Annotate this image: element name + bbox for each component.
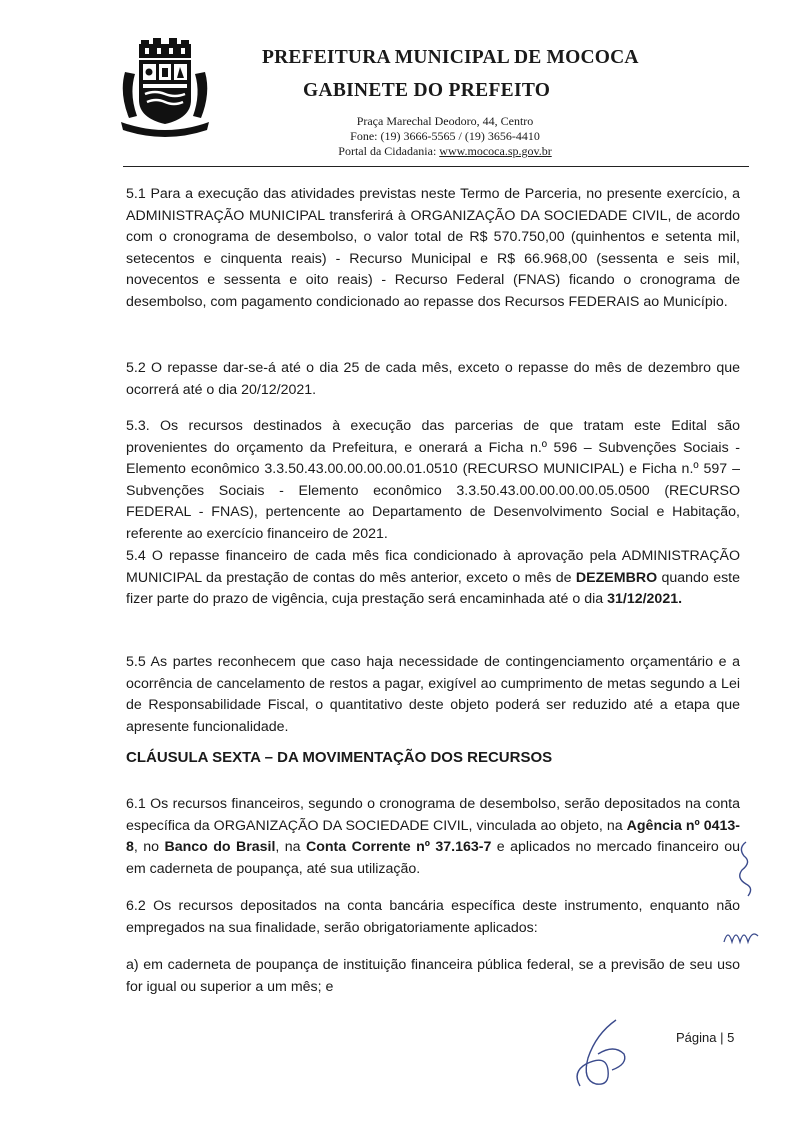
handwritten-initial-margin bbox=[728, 838, 764, 898]
clause-5-4-text: 5.4 O repasse financeiro de cada mês fica condicionado à aprovação pela ADMINISTRAÇÃO MUNICIPAL da prestação de contas do mês anterior, exceto o mês de bbox=[126, 548, 740, 586]
section-heading: CLÁUSULA SEXTA – DA MOVIMENTAÇÃO DOS RECURSOS bbox=[126, 749, 553, 766]
portal-line bbox=[300, 144, 590, 159]
address-line: Praça Marechal Deodoro, 44, Centro bbox=[356, 114, 534, 128]
clause-5-1: 5.1 Para a execução das atividades previstas neste Termo de Parceria, no presente exercício, a ADMINISTRAÇÃO MUNICIPAL transferirá à ORGANIZAÇÃO DA SOCIEDADE CIVIL, de acordo com o cronograma de desembolso, o valor total de R$ 570.750,00 (quinhentos e setenta mil, setecentos e cinquenta reais) - Recurso Municipal e R$ 66.968,00 (sessenta e seis mil, novecentos e sessenta e oito reais) - Recurso Federal (FNAS) ficando o cronograma de desembolso, com pagamento condicionado ao repasse dos Recursos FEDERAIS ao Município. bbox=[126, 186, 740, 310]
clause-5-2: 5.2 O repasse dar-se-á até o dia 25 de cada mês, exceto o repasse do mês de dezembro que ocorrerá até o dia 20/12/2021. bbox=[126, 360, 740, 398]
account-number: Conta Corrente nº 37.163-7 bbox=[305, 839, 492, 856]
handwritten-initial-margin-2 bbox=[722, 922, 762, 948]
municipal-coat-of-arms-logo bbox=[115, 38, 215, 138]
clause-6-1-sep2: , na bbox=[275, 839, 306, 856]
portal-link[interactable]: www.mococa.sp.gov.br bbox=[439, 144, 552, 158]
clause-5-3: 5.3. Os recursos destinados à execução das parcerias de que tratam este Edital são provenientes do orçamento da Prefeitura, e onerará a Ficha n.º 596 – Subvenções Sociais - Elemento econômico 3.3.50.43.00.00.00.00.01.0510 (RECURSO MUNICIPAL) e Ficha n.º 597 – Subvenções Sociais - Elemento econômico 3.3.50.43.00.00.00.00.05.0500 (RECURSO FEDERAL - FNAS), pertencente ao Departamento de Desenvolvimento Social e Habitação, referente ao exercício financeiro de 2021. bbox=[126, 418, 740, 542]
clause-6-2: 6.2 Os recursos depositados na conta bancária específica deste instrumento, enquanto não empregados na sua finalidade, serão obrigatoriamente aplicados: bbox=[126, 898, 740, 936]
clause-6-1-text: 6.1 Os recursos financeiros, segundo o cronograma de desembolso, serão depositados na conta específica da ORGANIZAÇÃO DA SOCIEDADE CIVIL, vinculada ao objeto, na bbox=[126, 796, 740, 834]
clause-6-1 bbox=[126, 794, 740, 880]
clause-5-4-date: 31/12/2021. bbox=[607, 591, 683, 608]
phone-line: Fone: (19) 3666-5565 / (19) 3656-4410 bbox=[350, 129, 540, 143]
page-number: Página | 5 bbox=[676, 1030, 735, 1045]
clause-6-2-a: a) em caderneta de poupança de instituição financeira pública federal, se a previsão de seu uso for igual ou superior a um mês; e bbox=[126, 957, 740, 995]
clause-5-5: 5.5 As partes reconhecem que caso haja necessidade de contingenciamento orçamentário e a ocorrência de cancelamento de restos a pagar, exigível ao cumprimento de metas segundo a Lei de Responsabilidade Fiscal, o quantitativo deste objeto poderá ser reduzido até a etapa que apresente funcionalidade. bbox=[126, 654, 740, 735]
clause-5-4-month: DEZEMBRO bbox=[575, 569, 658, 586]
clause-6-1-text-end: e aplicados no mercado financeiro ou em caderneta de poupança, até sua utilização. bbox=[126, 839, 740, 877]
handwritten-signature bbox=[566, 1014, 636, 1094]
department-name: GABINETE DO PREFEITO bbox=[303, 80, 551, 101]
header-divider bbox=[123, 166, 749, 167]
organization-name: PREFEITURA MUNICIPAL DE MOCOCA bbox=[262, 47, 639, 68]
portal-label: Portal da Cidadania: bbox=[338, 144, 440, 158]
clause-6-1-sep: , no bbox=[133, 839, 165, 856]
clause-5-4 bbox=[126, 546, 740, 611]
clause-5-4-text-cont: quando este fizer parte do prazo de vigência, cuja prestação será encaminhada até o dia bbox=[126, 569, 741, 608]
agency-number: Agência nº 0413-8 bbox=[126, 817, 740, 856]
bank-name: Banco do Brasil bbox=[164, 839, 276, 856]
